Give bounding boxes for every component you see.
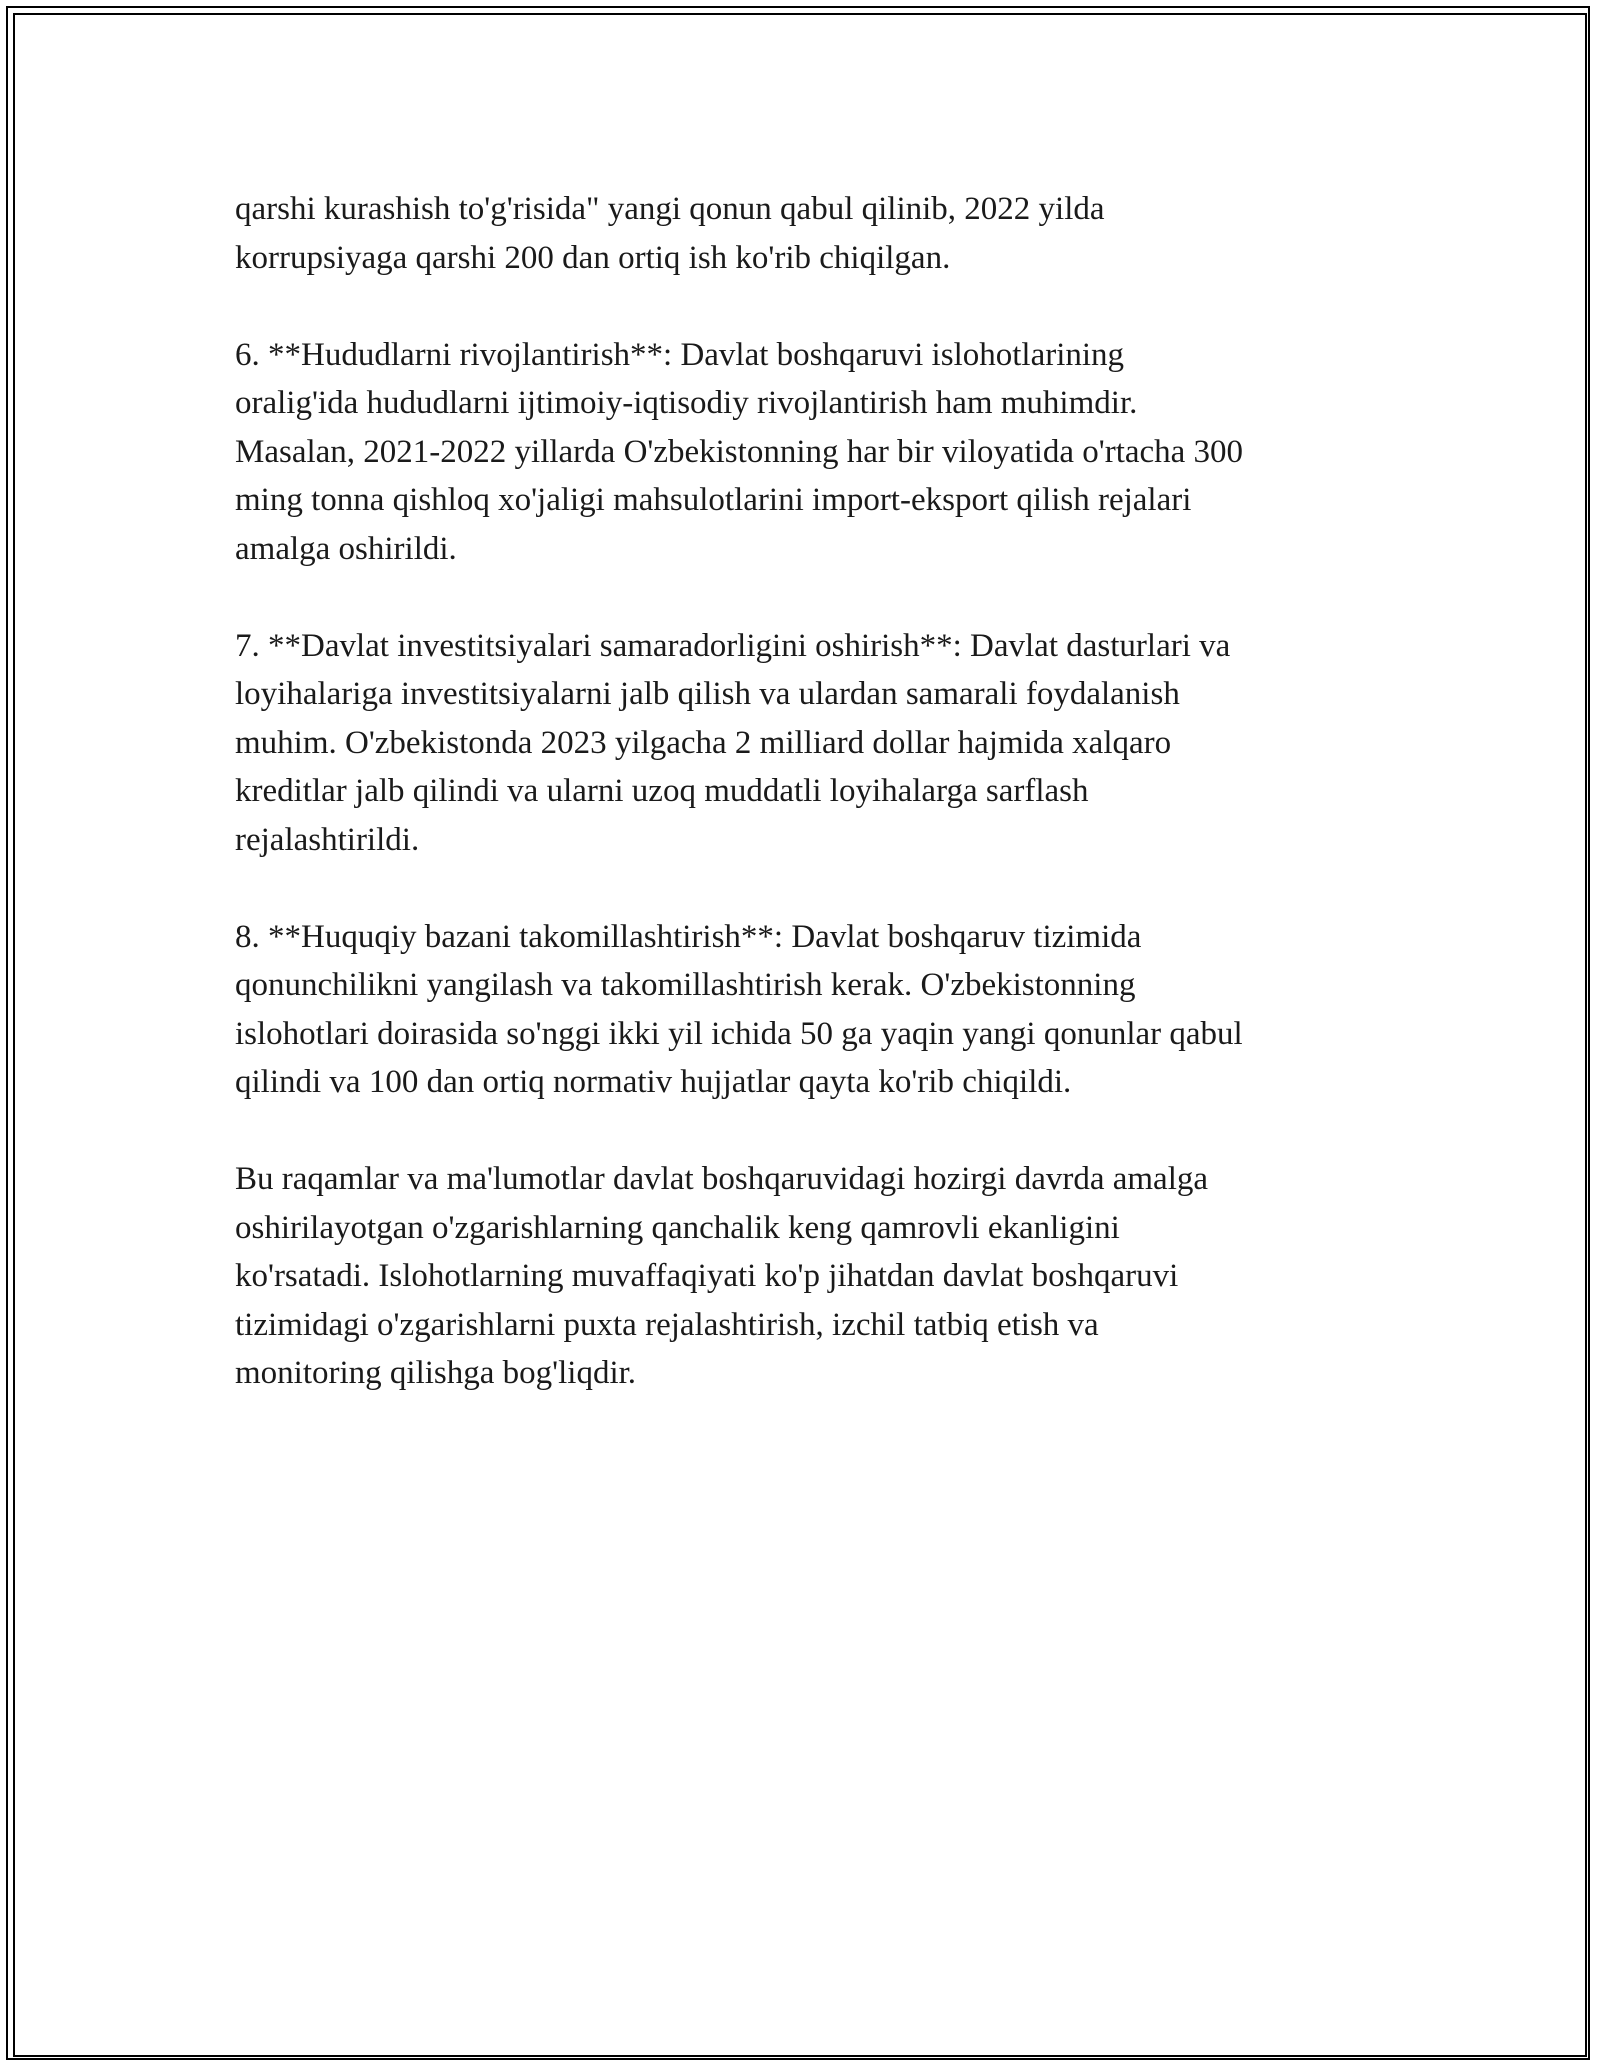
paragraph-conclusion: [235, 1155, 1385, 1398]
text-line: qonunchilikni yangilash va takomillashtirish kerak. O'zbekistonning: [235, 967, 1136, 1003]
text-line: rejalashtirildi.: [235, 821, 420, 858]
text-line: islohotlari doirasida so'nggi ikki yil ichida 50 ga yaqin yangi qonunlar qabul: [235, 1015, 1243, 1052]
text-line: 8. **Huquqiy bazani takomillashtirish**: Davlat boshqaruv tizimida: [235, 918, 1142, 955]
text-line: oshirilayotgan o'zgarishlarning qanchalik keng qamrovli ekanligini: [235, 1209, 1120, 1246]
text-line: 6. **Hududlarni rivojlantirish**: Davlat boshqaruvi islohotlarining: [235, 336, 1125, 373]
text-line: korrupsiyaga qarshi 200 dan ortiq ish ko'rib chiqilgan.: [235, 239, 951, 276]
text-line: Bu raqamlar va ma'lumotlar davlat boshqaruvidagi hozirgi davrda amalga: [235, 1161, 1209, 1197]
paragraph-item-8: [235, 913, 1385, 1107]
text-line: amalga oshirildi.: [235, 530, 457, 567]
document-body: [235, 185, 1385, 1446]
text-line: Masalan, 2021-2022 yillarda O'zbekistonning har bir viloyatida o'rtacha 300: [235, 433, 1244, 470]
paragraph-item-7: [235, 622, 1385, 865]
text-line: oralig'ida hududlarni ijtimoiy-iqtisodiy rivojlantirish ham muhimdir.: [235, 385, 1138, 421]
text-line: qarshi kurashish to'g'risida" yangi qonun qabul qilinib, 2022 yilda: [235, 191, 1105, 227]
text-line: monitoring qilishga bog'liqdir.: [235, 1355, 637, 1391]
paragraph-item-6: [235, 331, 1385, 574]
text-line: qilindi va 100 dan ortiq normativ hujjatlar qayta ko'rib chiqildi.: [235, 1064, 1072, 1100]
text-line: loyihalariga investitsiyalarni jalb qilish va ulardan samarali foydalanish: [235, 676, 1180, 712]
text-line: 7. **Davlat investitsiyalari samaradorligini oshirish**: Davlat dasturlari va: [235, 627, 1231, 664]
paragraph-continuation: [235, 185, 1385, 282]
text-line: tizimidagi o'zgarishlarni puxta rejalashtirish, izchil tatbiq etish va: [235, 1306, 1099, 1343]
text-line: muhim. O'zbekistonda 2023 yilgacha 2 milliard dollar hajmida xalqaro: [235, 724, 1172, 761]
text-line: kreditlar jalb qilindi va ularni uzoq muddatli loyihalarga sarflash: [235, 773, 1089, 809]
text-line: ming tonna qishloq xo'jaligi mahsulotlarini import-eksport qilish rejalari: [235, 482, 1192, 518]
text-line: ko'rsatadi. Islohotlarning muvaffaqiyati ko'p jihatdan davlat boshqaruvi: [235, 1258, 1179, 1294]
